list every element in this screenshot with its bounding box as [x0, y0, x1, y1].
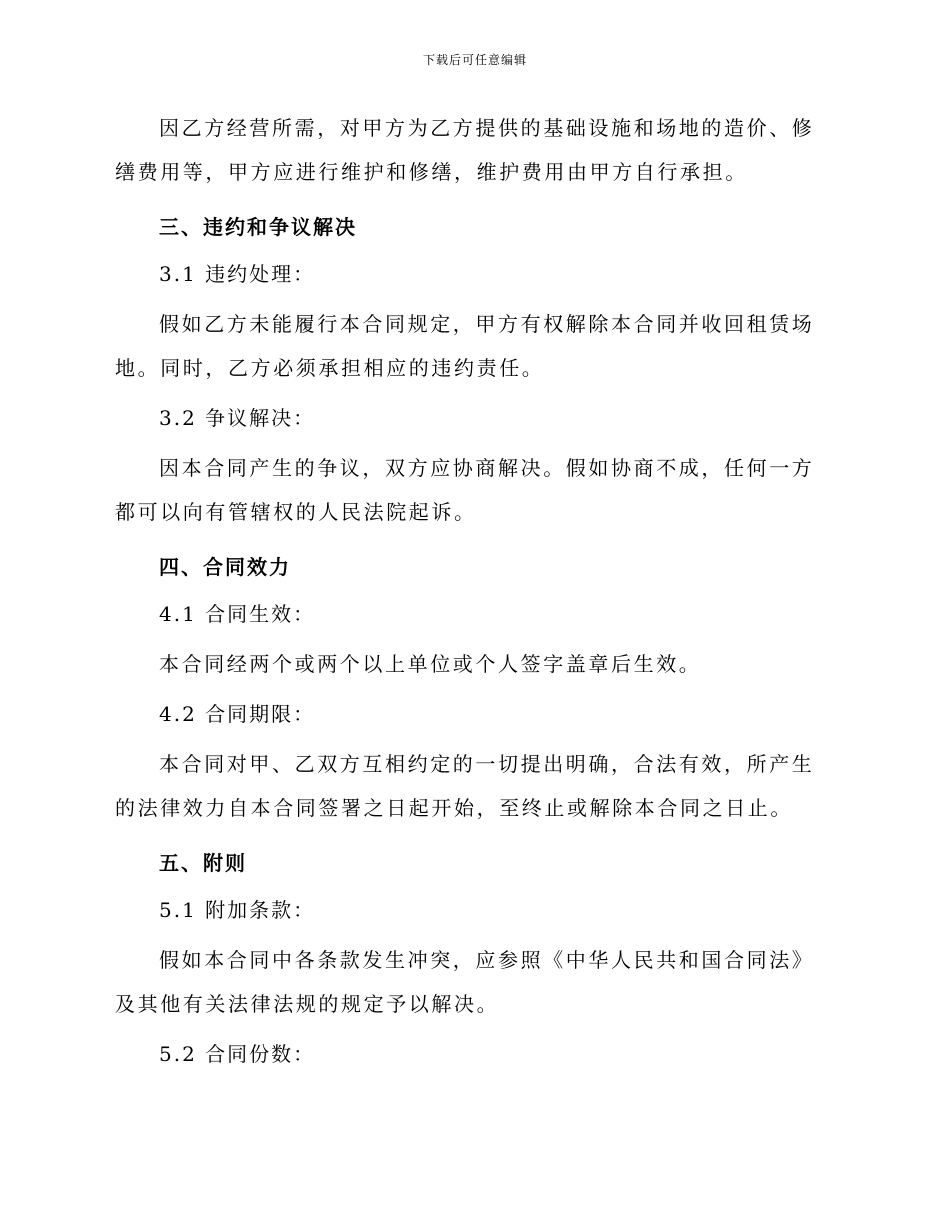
section-heading-4: 四、合同效力 — [159, 555, 291, 579]
section-heading-3: 三、违约和争议解决 — [159, 215, 357, 239]
subsection-3-1-title: 3.1 违约处理： — [159, 262, 316, 286]
paragraph-3-2: 因本合同产生的争议，双方应协商解决。假如协商不成，任何一方都可以向有管辖权的人民法院起诉。 — [115, 456, 815, 524]
subsection-3-2-title: 3.2 争议解决： — [159, 406, 316, 430]
section-heading-5: 五、附则 — [159, 851, 247, 875]
paragraph-maintenance: 因乙方经营所需，对甲方为乙方提供的基础设施和场地的造价、修缮费用等，甲方应进行维护和修缮，维护费用由甲方自行承担。 — [115, 116, 815, 184]
subsection-4-2-title: 4.2 合同期限： — [159, 702, 316, 726]
paragraph-4-2: 本合同对甲、乙双方互相约定的一切提出明确，合法有效，所产生的法律效力自本合同签署之日起开始，至终止或解除本合同之日止。 — [115, 752, 815, 820]
subsection-5-2-title: 5.2 合同份数： — [159, 1042, 316, 1066]
paragraph-3-1: 假如乙方未能履行本合同规定，甲方有权解除本合同并收回租赁场地。同时，乙方必须承担相应的违约责任。 — [115, 312, 815, 380]
subsection-5-1-title: 5.1 附加条款： — [159, 898, 316, 922]
page-header: 下载后可任意编辑 — [422, 53, 527, 67]
document-body — [115, 106, 835, 1076]
paragraph-4-1: 本合同经两个或两个以上单位或个人签字盖章后生效。 — [159, 652, 702, 676]
subsection-4-1-title: 4.1 合同生效： — [159, 602, 316, 626]
paragraph-5-1: 假如本合同中各条款发生冲突，应参照《中华人民共和国合同法》及其他有关法律法规的规定予以解决。 — [115, 948, 815, 1016]
